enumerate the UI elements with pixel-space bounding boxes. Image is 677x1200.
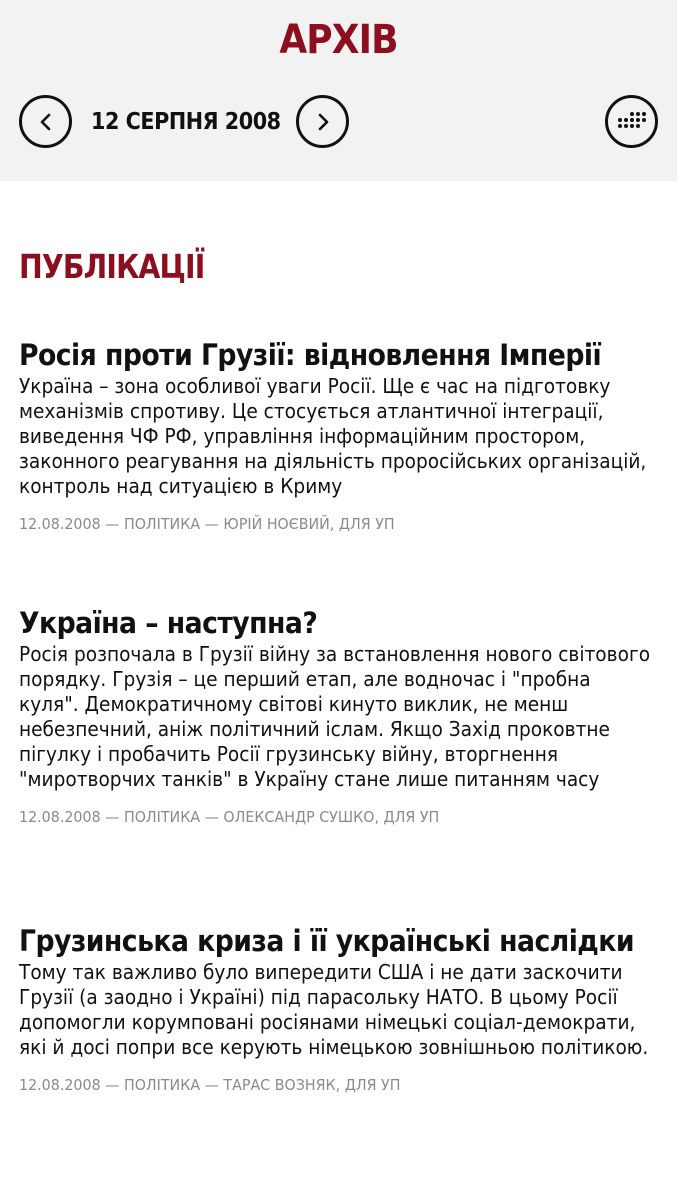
calendar-button[interactable]: [605, 95, 658, 148]
article-lead: Україна – зона особливої уваги Росії. Ще є час на підготовку механізмів спротиву. Це стосується атлантичної інтеграції, виведення ЧФ РФ, управління інформаційним простором, законного реагування на діяльність проросійських організацій, контроль над ситуацією в Криму: [19, 374, 647, 498]
archive-header: [0, 0, 677, 181]
article-lead: Росія розпочала в Грузії війну за встановлення нового світового порядку. Грузія – це перший етап, але водночас і "пробна куля". Демократичному світові кинуто виклик, не менш небезпечний, аніж політичний іслам. Якщо Захід проковтне пігулку і пробачить Росії грузинську війну, вторгнення "миротворчих танків" в Україну стане лише питанням часу: [19, 642, 651, 791]
next-date-button[interactable]: [296, 95, 349, 148]
page-title: АРХІВ: [279, 17, 398, 63]
article-title-link[interactable]: Росія проти Грузії: відновлення Імперії: [19, 338, 602, 372]
article-lead: Тому так важливо було випередити США і не дати заскочити Грузії (а заодно і Україні) під парасольку НАТО. В цьому Росії допомогли корумповані росіянами німецькі соціал-демократи, які й досі попри все керують німецькою зовнішньою політикою.: [19, 960, 649, 1059]
chevron-left-icon: [36, 112, 56, 132]
calendar-grid-icon: [618, 111, 646, 133]
article-title-link[interactable]: Грузинська криза і її українські наслідки: [19, 924, 634, 958]
article-title-link[interactable]: Україна – наступна?: [19, 606, 318, 640]
article-meta: 12.08.2008 — ПОЛІТИКА — ОЛЕКСАНДР СУШКО, ДЛЯ УП: [19, 808, 440, 826]
current-date: 12 СЕРПНЯ 2008: [91, 109, 281, 135]
previous-date-button[interactable]: [19, 95, 72, 148]
article-meta: 12.08.2008 — ПОЛІТИКА — ТАРАС ВОЗНЯК, ДЛЯ УП: [19, 1076, 401, 1094]
chevron-right-icon: [313, 112, 333, 132]
article-item: [19, 604, 659, 828]
section-title: ПУБЛІКАЦІЇ: [19, 247, 205, 286]
article-item: [19, 922, 659, 1096]
article-item: [19, 336, 659, 535]
article-meta: 12.08.2008 — ПОЛІТИКА — ЮРІЙ НОЄВИЙ, ДЛЯ УП: [19, 515, 395, 533]
